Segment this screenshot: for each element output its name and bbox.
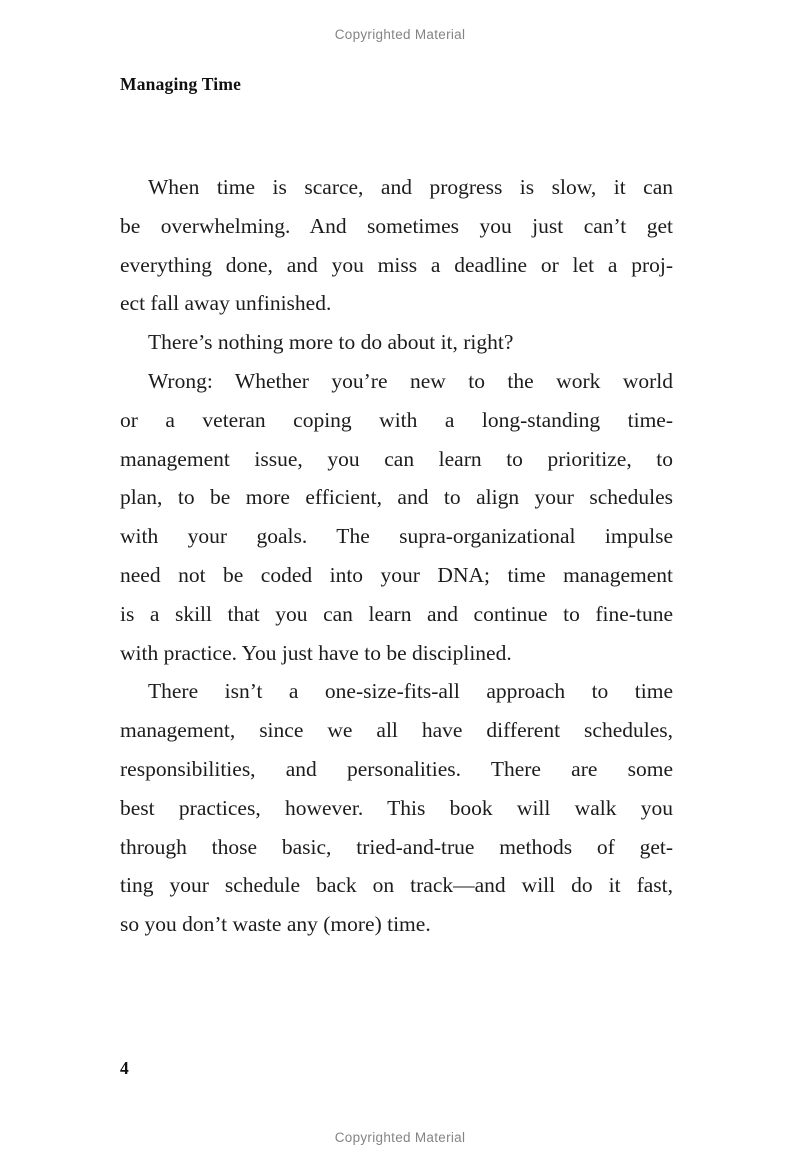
running-header: Managing Time (120, 74, 242, 94)
body-line: with practice. You just have to be disciplined. (120, 640, 512, 665)
body-line: ting your schedule back on track—and will do it fast, (120, 873, 673, 898)
body-line: so you don’t waste any (more) time. (120, 912, 431, 937)
body-line: ect fall away unfinished. (120, 291, 332, 316)
body-line: When time is scarce, and progress is slow, it can (148, 175, 673, 199)
body-line: or a veteran coping with a long-standing time- (120, 407, 673, 432)
body-line: plan, to be more efficient, and to align your schedules (120, 485, 673, 510)
body-text (120, 168, 673, 944)
copyright-notice-bottom: Copyrighted Material (334, 1130, 466, 1145)
body-line: best practices, however. This book will walk you (120, 795, 673, 820)
body-line: with your goals. The supra-organizational impulse (120, 524, 673, 549)
body-line: through those basic, tried-and-true methods of get- (120, 834, 673, 859)
body-line: be overwhelming. And sometimes you just can’t get (120, 213, 673, 238)
body-line: Wrong: Whether you’re new to the work world (148, 368, 673, 393)
body-line: is a skill that you can learn and continue to fine-tune (120, 601, 673, 626)
copyright-notice-top: Copyrighted Material (334, 27, 466, 42)
body-line: responsibilities, and personalities. There are some (120, 756, 673, 781)
body-line: There’s nothing more to do about it, right? (148, 330, 514, 355)
body-line: There isn’t a one-size-fits-all approach to time (148, 679, 673, 704)
page-number: 4 (120, 1058, 129, 1078)
body-line: management issue, you can learn to prioritize, to (120, 446, 673, 471)
body-line: management, since we all have different schedules, (120, 718, 673, 743)
body-line: everything done, and you miss a deadline or let a proj- (120, 252, 673, 277)
body-line: need not be coded into your DNA; time management (120, 562, 673, 587)
